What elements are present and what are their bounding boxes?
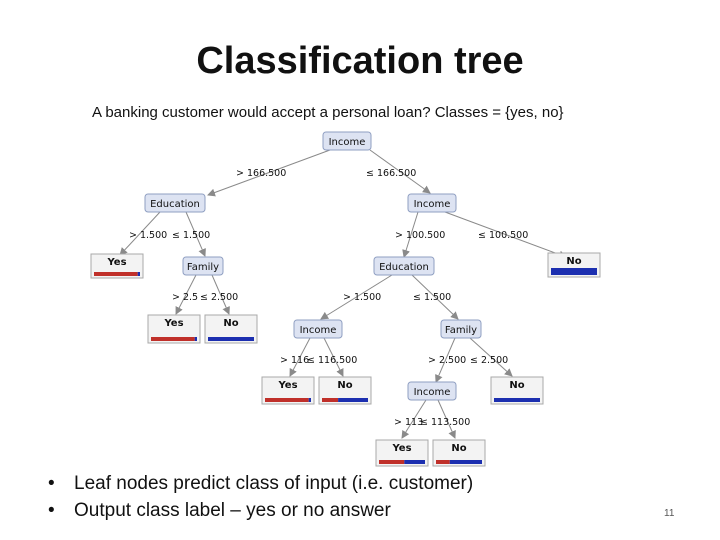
bullet-symbol: •	[48, 500, 55, 521]
edge-label: > 1.500	[129, 230, 168, 241]
leaf-no-bar	[404, 460, 425, 464]
edge-label: > 100.500	[395, 230, 446, 241]
tree-leaf-yes	[376, 440, 428, 466]
leaf-label: Yes	[278, 380, 298, 391]
page-number: 11	[664, 508, 675, 519]
leaf-label: No	[223, 318, 239, 329]
leaf-no-bar	[138, 272, 140, 276]
bullet-text: Leaf nodes predict class of input (i.e. customer)	[74, 473, 474, 494]
leaf-label: No	[337, 380, 353, 391]
leaf-no-bar	[195, 337, 197, 341]
edge-label: ≤ 1.500	[413, 292, 452, 303]
edge-label: > 2.500	[428, 355, 467, 366]
tree-node-income-root	[323, 132, 371, 150]
tree-leaf-no	[433, 440, 485, 466]
leaf-no-bar	[338, 398, 368, 402]
tree-leaf-yes	[262, 377, 314, 404]
leaf-no-bar	[208, 337, 254, 341]
edge-label: > 2.5	[172, 292, 199, 303]
bullet-text: Output class label – yes or no answer	[74, 500, 391, 521]
tree-node-income-2	[408, 194, 456, 212]
edge-label: ≤ 166.500	[366, 168, 417, 179]
node-label: Family	[186, 262, 220, 273]
leaf-yes-bar	[151, 337, 195, 341]
leaf-label: Yes	[107, 257, 127, 268]
tree-leaf-yes	[148, 315, 200, 343]
node-label: Family	[444, 325, 478, 336]
tree-node-education-2	[374, 257, 434, 275]
leaf-yes-bar	[379, 460, 404, 464]
tree-node-education-1	[145, 194, 205, 212]
tree-node-income-3	[294, 320, 342, 338]
node-label: Income	[413, 199, 451, 210]
tree-node-income-4	[408, 382, 456, 400]
leaf-no-bar	[309, 398, 311, 402]
edge-label: ≤ 2.500	[200, 292, 239, 303]
leaf-no-bar	[494, 398, 540, 402]
tree-leaf-no	[491, 377, 543, 404]
node-label: Education	[379, 262, 429, 273]
leaf-label: No	[451, 443, 467, 454]
leaf-yes-bar	[436, 460, 450, 464]
bullet-list	[48, 470, 473, 524]
leaf-label: Yes	[392, 443, 412, 454]
leaf-yes-bar	[94, 272, 138, 276]
slide-subtitle: A banking customer would accept a personal loan? Classes = {yes, no}	[92, 104, 564, 121]
edge-label: > 113	[394, 417, 424, 428]
edge-label: > 116	[280, 355, 310, 366]
edge-label: ≤ 1.500	[172, 230, 211, 241]
edge-label: ≤ 2.500	[470, 355, 509, 366]
leaf-label: Yes	[164, 318, 184, 329]
leaf-no-bar	[551, 268, 597, 275]
leaf-label: No	[509, 380, 525, 391]
tree-leaf-yes	[91, 254, 143, 278]
node-label: Income	[299, 325, 337, 336]
tree-leaf-no	[205, 315, 257, 343]
edge-label: > 1.500	[343, 292, 382, 303]
slide-title: Classification tree	[196, 40, 524, 82]
node-label: Income	[413, 387, 451, 398]
edge-label: ≤ 113.500	[420, 417, 471, 428]
tree-leaf-no	[319, 377, 371, 404]
leaf-label: No	[566, 256, 582, 267]
bullet-item	[48, 470, 473, 497]
leaf-no-bar	[450, 460, 482, 464]
leaf-yes-bar	[322, 398, 338, 402]
leaf-yes-bar	[265, 398, 309, 402]
edge-label: ≤ 116.500	[307, 355, 358, 366]
node-label: Income	[328, 137, 366, 148]
edge-label: ≤ 100.500	[478, 230, 529, 241]
tree-node-family-1	[183, 257, 223, 275]
edge-label: > 166.500	[236, 168, 287, 179]
tree-leaf-no	[548, 253, 600, 277]
tree-node-family-2	[441, 320, 481, 338]
node-label: Education	[150, 199, 200, 210]
bullet-symbol: •	[48, 473, 55, 494]
bullet-item	[48, 497, 473, 524]
